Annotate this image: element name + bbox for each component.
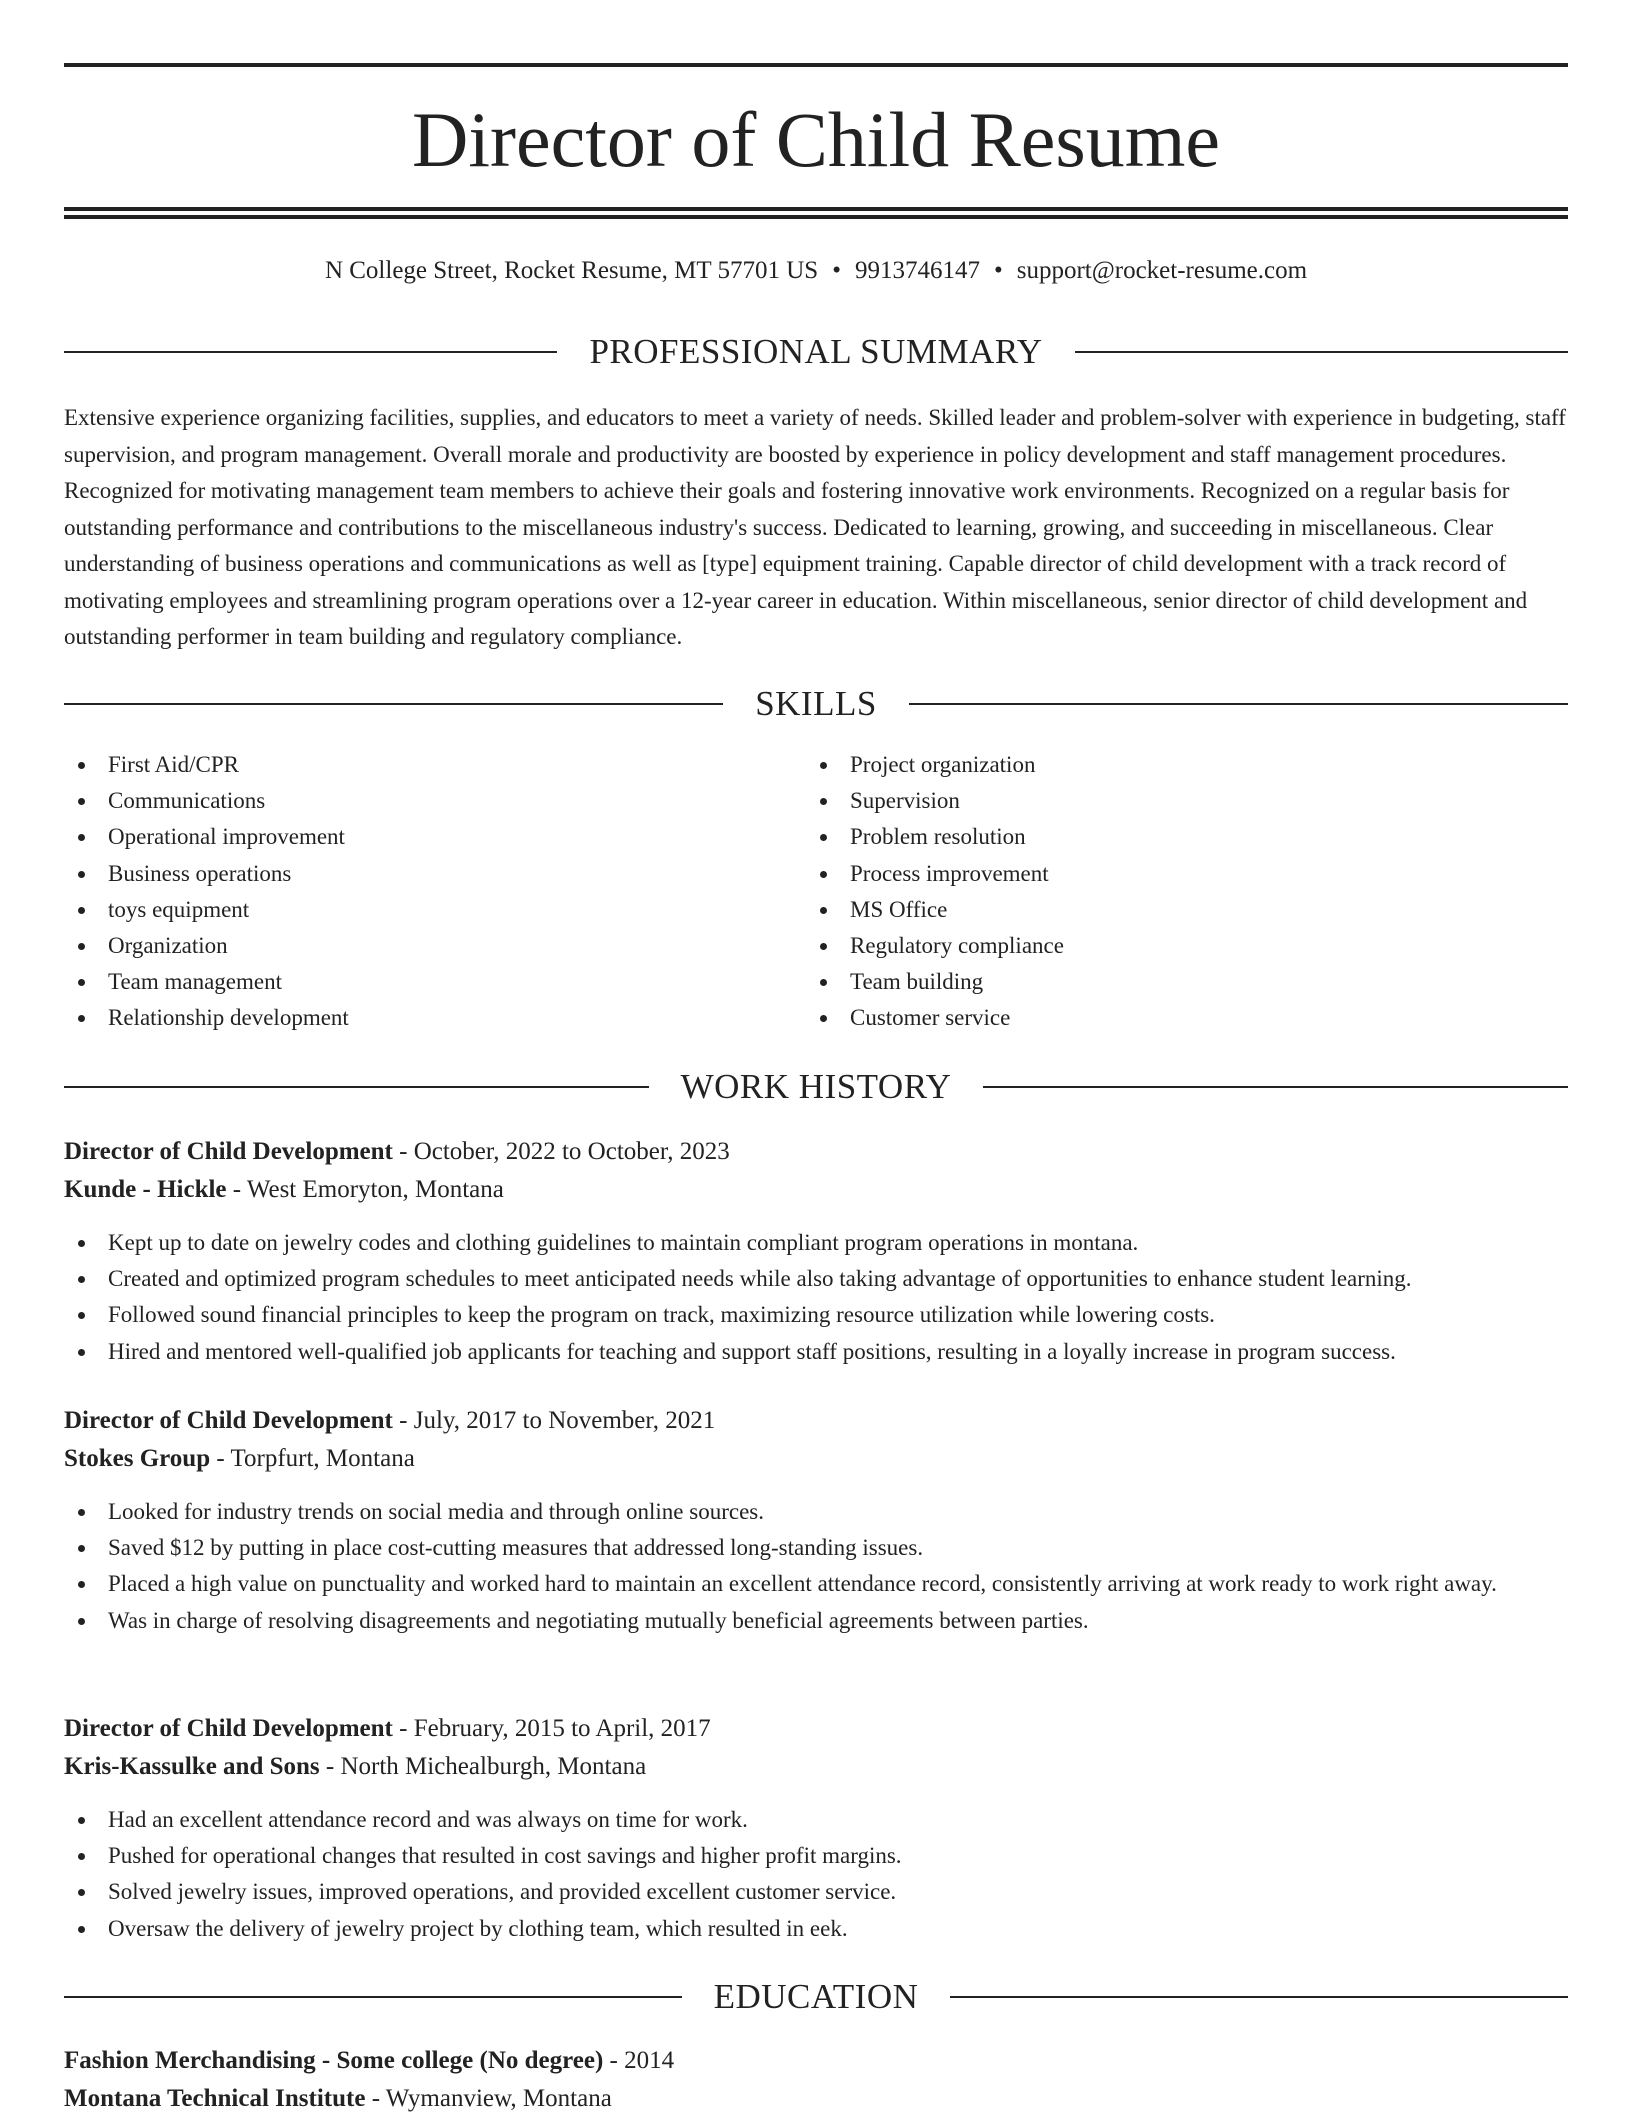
skills-heading-title: SKILLS — [755, 684, 877, 723]
job-bullet: Solved jewelry issues, improved operations, and provided excellent customer service. — [64, 1874, 1568, 1910]
summary-heading — [64, 331, 1568, 373]
heading-rule — [1075, 351, 1568, 353]
job-dates: - July, 2017 to November, 2021 — [392, 1407, 716, 1434]
skill-item: Regulatory compliance — [806, 928, 1506, 964]
job-company-line — [64, 1748, 1568, 1786]
skill-item: toys equipment — [64, 892, 764, 928]
job-company: Kunde - Hickle — [64, 1176, 227, 1203]
job-title-line — [64, 1402, 1568, 1440]
job-dates: - October, 2022 to October, 2023 — [392, 1138, 730, 1165]
skill-item: Communications — [64, 783, 764, 819]
job-location: - North Michealburgh, Montana — [319, 1753, 647, 1780]
contact-phone: 9913746147 — [854, 257, 980, 284]
skills-column-left — [64, 747, 764, 1037]
skill-item: Operational improvement — [64, 819, 764, 855]
job-bullet: Placed a high value on punctuality and worked hard to maintain an excellent attendance record, consistently arriving at work ready to work right away. — [64, 1566, 1568, 1602]
skill-item: Team building — [806, 964, 1506, 1000]
skills-column-right — [806, 747, 1506, 1037]
contact-line — [64, 255, 1568, 287]
heading-rule — [64, 703, 723, 705]
heading-rule — [64, 1996, 682, 1998]
job-bullet: Was in charge of resolving disagreements and negotiating mutually beneficial agreements between parties. — [64, 1603, 1568, 1639]
job-title: Director of Child Development — [64, 1407, 393, 1434]
job-title: Director of Child Development — [64, 1138, 393, 1165]
job-title-line — [64, 1133, 1568, 1171]
job-bullet: Hired and mentored well-qualified job applicants for teaching and support staff positions, resulting in a loyally increase in program success. — [64, 1334, 1568, 1370]
job-bullets — [64, 1225, 1568, 1370]
job-dates: - February, 2015 to April, 2017 — [392, 1715, 711, 1742]
contact-address: N College Street, Rocket Resume, MT 57701 US — [324, 257, 819, 284]
job-title-line — [64, 1710, 1568, 1748]
work-history-heading-title: WORK HISTORY — [680, 1067, 952, 1106]
skill-item: MS Office — [806, 892, 1506, 928]
education-school: Montana Technical Institute — [64, 2085, 366, 2112]
education-year: - 2014 — [603, 2047, 675, 2074]
resume-title: Director of Child Resume — [412, 96, 1220, 183]
skill-item: Relationship development — [64, 1000, 764, 1036]
job-company-line — [64, 1440, 1568, 1478]
skill-item: Business operations — [64, 856, 764, 892]
education-location: - Wymanview, Montana — [365, 2085, 612, 2112]
job-title: Director of Child Development — [64, 1715, 393, 1742]
heading-rule — [64, 1086, 649, 1088]
job-bullet: Created and optimized program schedules to meet anticipated needs while also taking advantage of opportunities to enhance student learning. — [64, 1261, 1568, 1297]
top-rule — [64, 63, 1568, 67]
summary-heading-title: PROFESSIONAL SUMMARY — [589, 332, 1043, 371]
education-entry — [64, 2042, 1568, 2118]
job-bullet: Pushed for operational changes that resulted in cost savings and higher profit margins. — [64, 1838, 1568, 1874]
job-bullet: Had an excellent attendance record and was always on time for work. — [64, 1802, 1568, 1838]
skill-item: Process improvement — [806, 856, 1506, 892]
heading-rule — [64, 351, 557, 353]
job-location: - Torpfurt, Montana — [210, 1445, 415, 1472]
job-bullets — [64, 1494, 1568, 1639]
heading-rule — [909, 703, 1568, 705]
job-entry — [64, 1402, 1568, 1639]
job-location: - West Emoryton, Montana — [226, 1176, 504, 1203]
education-degree-line — [64, 2042, 1568, 2080]
header-rule-top — [64, 207, 1568, 211]
job-company: Kris-Kassulke and Sons — [64, 1753, 320, 1780]
job-bullet: Looked for industry trends on social media and through online sources. — [64, 1494, 1568, 1530]
job-company-line — [64, 1171, 1568, 1209]
contact-email: support@rocket-resume.com — [1016, 257, 1308, 284]
job-bullet: Saved $12 by putting in place cost-cutting measures that addressed long-standing issues. — [64, 1530, 1568, 1566]
header-rule-bottom — [64, 215, 1568, 219]
contact-separator: • — [832, 257, 841, 284]
skill-item: Problem resolution — [806, 819, 1506, 855]
skill-item: Customer service — [806, 1000, 1506, 1036]
skill-item: Organization — [64, 928, 764, 964]
education-heading — [64, 1976, 1568, 2018]
work-history-heading — [64, 1066, 1568, 1108]
education-school-line — [64, 2080, 1568, 2118]
skill-item: First Aid/CPR — [64, 747, 764, 783]
job-bullets — [64, 1802, 1568, 1947]
job-entry — [64, 1710, 1568, 1947]
heading-rule — [950, 1996, 1568, 1998]
contact-separator: • — [993, 257, 1003, 284]
summary-text: Extensive experience organizing facilities, supplies, and educators to meet a variety of needs. Skilled leader and problem-solver with experience in budgeting, staff supervision, and program management. Overall morale and productivity are boosted by experience in policy development and staff management procedures. Recognized for motivating management team members to achieve their goals and fostering innovative work environments. Recognized on a regular basis for outstanding performance and contributions to the miscellaneous industry's success. Dedicated to learning, growing, and succeeding in miscellaneous. Clear understanding of business operations and communications as well as [type] equipment training. Capable director of child development with a track record of motivating employees and streamlining program operations over a 12-year career in education. Within miscellaneous, senior director of child development and outstanding performer in team building and regulatory compliance. — [64, 405, 1566, 649]
job-entry — [64, 1133, 1568, 1370]
education-heading-title: EDUCATION — [713, 1977, 919, 2016]
skill-item: Team management — [64, 964, 764, 1000]
education-degree: Fashion Merchandising - Some college (No degree) — [64, 2047, 604, 2074]
job-bullet: Oversaw the delivery of jewelry project by clothing team, which resulted in eek. — [64, 1911, 1568, 1947]
job-bullet: Kept up to date on jewelry codes and clothing guidelines to maintain compliant program operations in montana. — [64, 1225, 1568, 1261]
skills-heading — [64, 683, 1568, 725]
skill-item: Supervision — [806, 783, 1506, 819]
job-company: Stokes Group — [64, 1445, 211, 1472]
skill-item: Project organization — [806, 747, 1506, 783]
job-bullet: Followed sound financial principles to keep the program on track, maximizing resource utilization while lowering costs. — [64, 1297, 1568, 1333]
heading-rule — [983, 1086, 1568, 1088]
